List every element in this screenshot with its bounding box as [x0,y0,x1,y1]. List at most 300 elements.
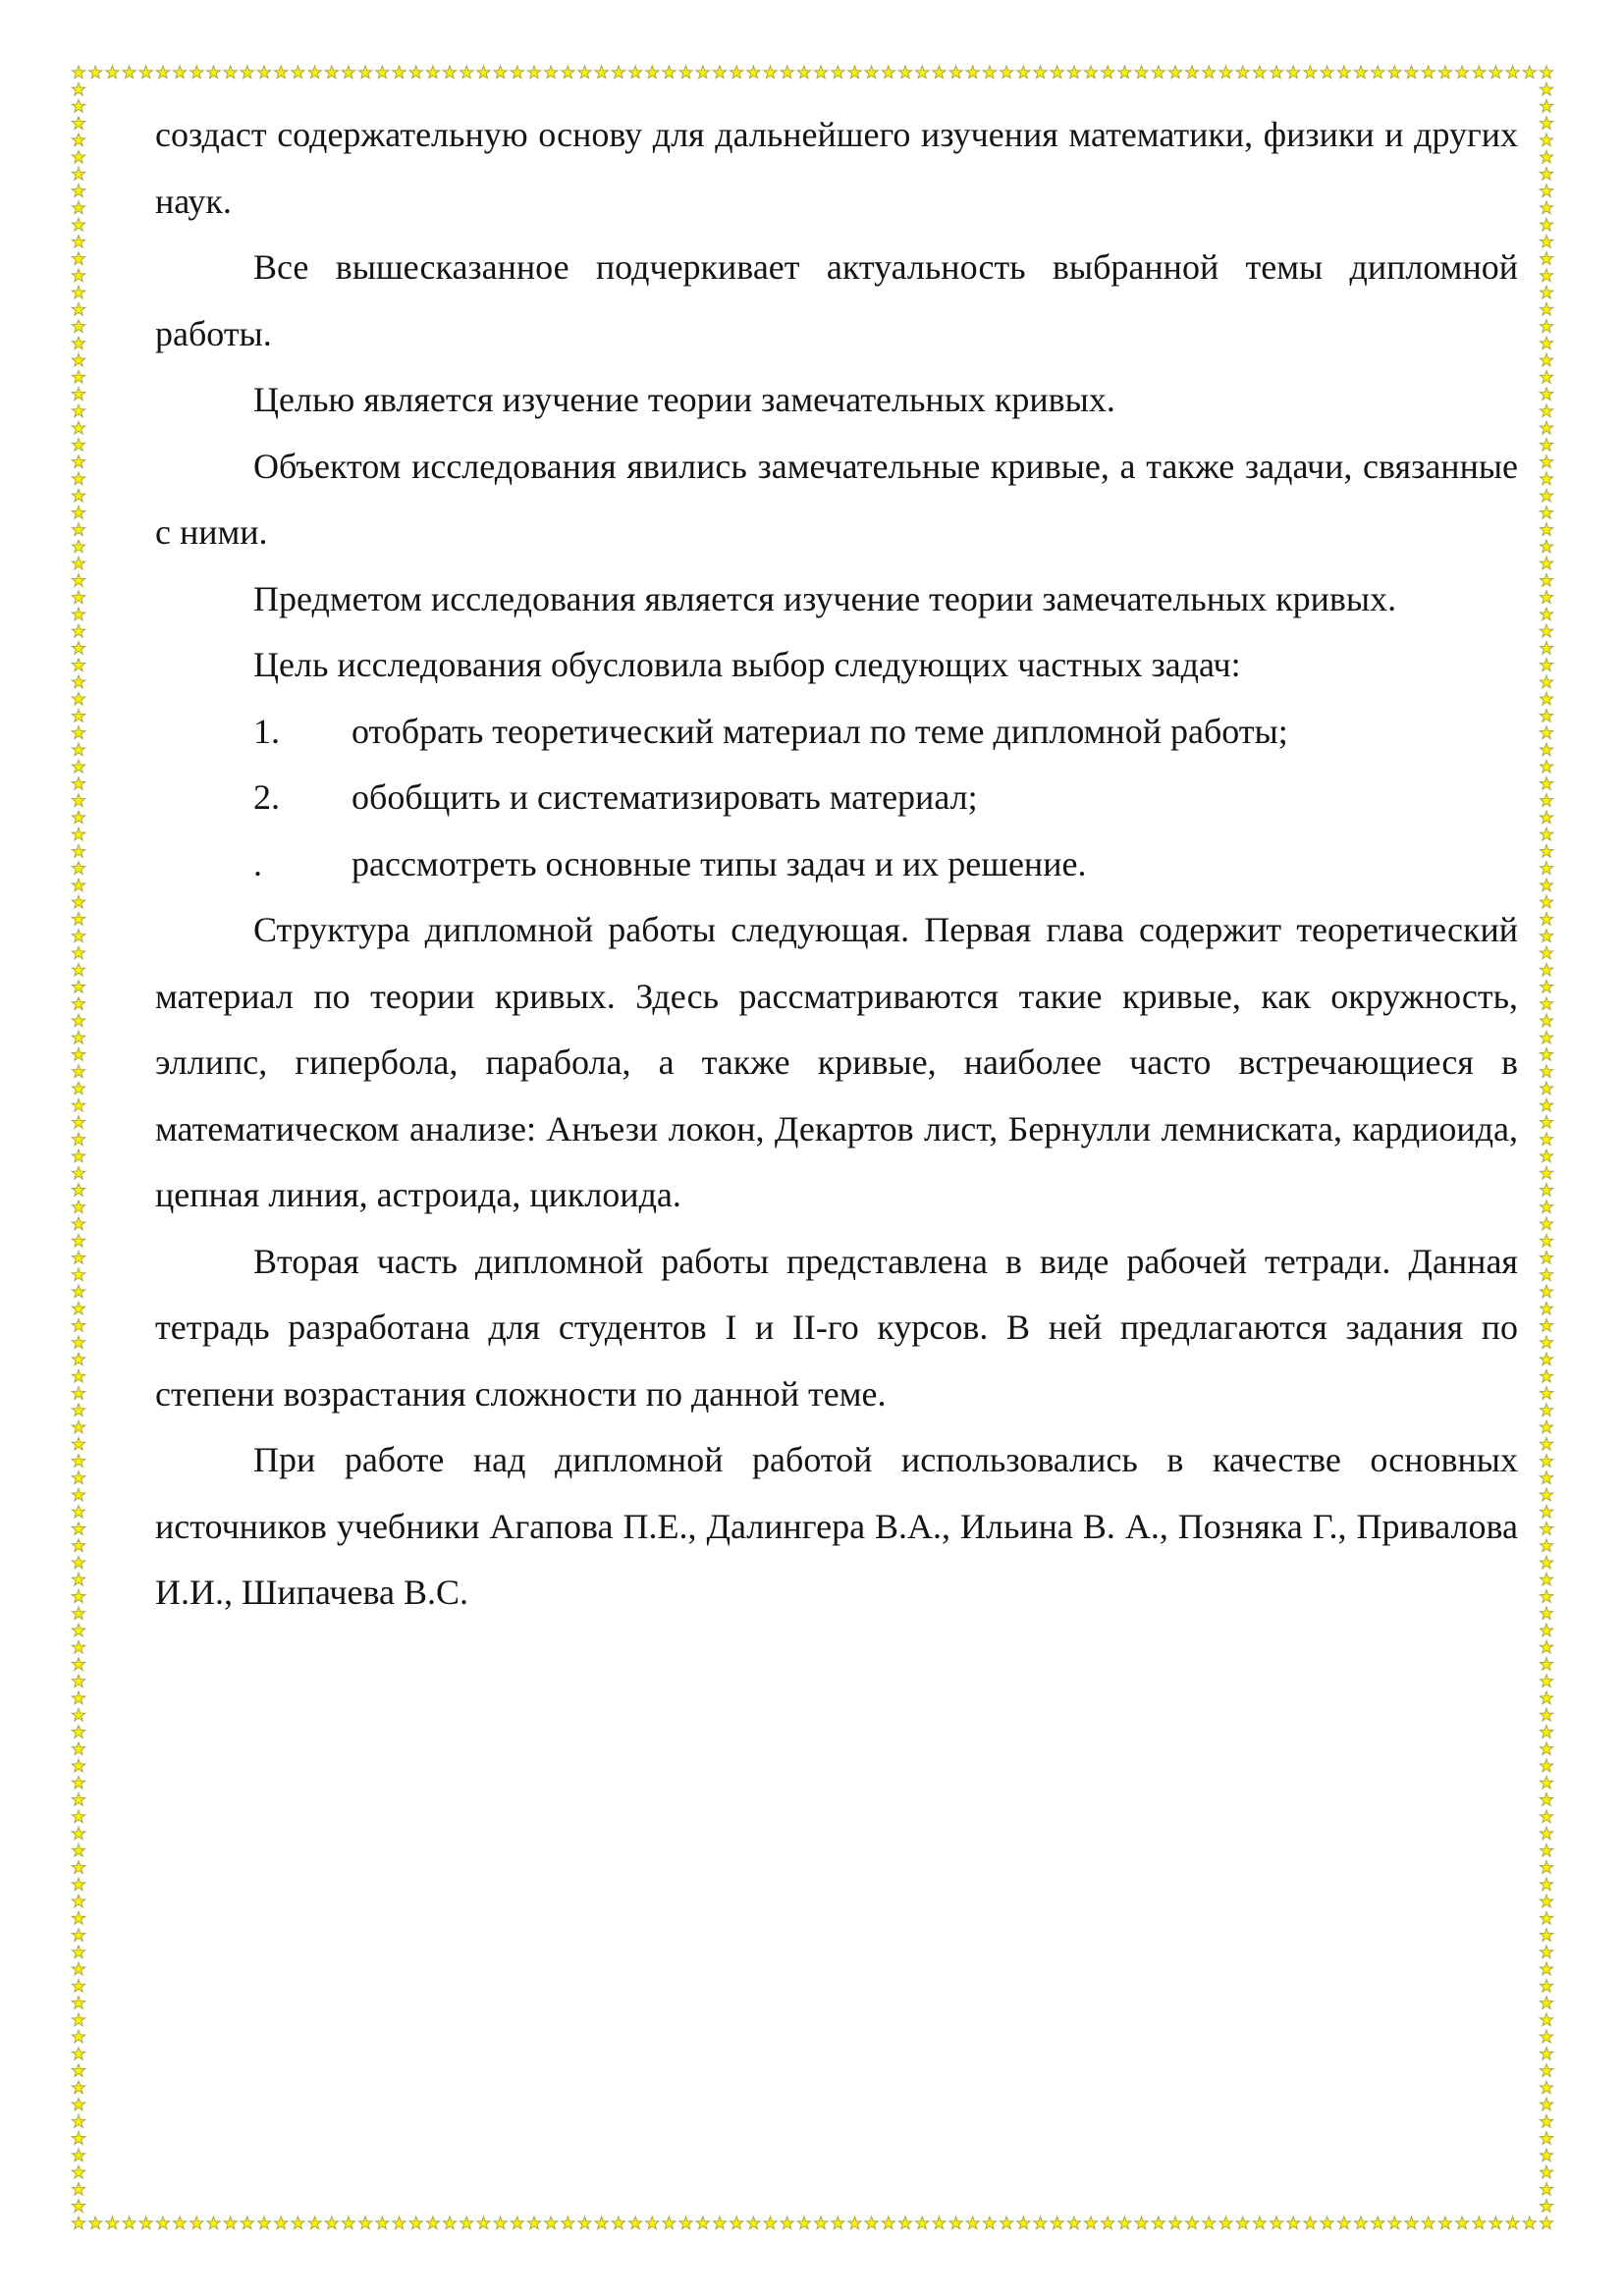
star-icon [72,1133,84,1146]
star-icon [1540,320,1552,333]
star-icon [106,2216,119,2229]
star-icon [713,2216,726,2229]
star-icon [916,2216,929,2229]
star-icon [1540,1285,1552,1298]
star-icon [1540,1455,1552,1468]
star-icon [72,1048,84,1061]
star-icon [1540,286,1552,298]
star-icon [1337,66,1350,79]
star-icon [72,1217,84,1230]
star-icon [72,1336,84,1349]
star-icon [781,66,793,79]
star-icon [1540,997,1552,1010]
star-icon [1168,2216,1181,2229]
star-icon [72,913,84,926]
star-icon [1540,608,1552,620]
star-icon [1540,659,1552,671]
document-body [155,102,1518,1627]
star-icon [72,1912,84,1925]
star-icon [72,1184,84,1197]
star-icon [1540,895,1552,908]
star-icon [1540,1082,1552,1095]
star-icon [1405,66,1418,79]
star-icon [72,624,84,637]
star-icon [72,236,84,248]
star-icon [393,66,406,79]
star-icon [72,743,84,756]
star-icon [1540,1624,1552,1636]
goal-paragraph: Целью является изучение теории замечательных кривых. [253,380,1115,419]
star-icon [443,66,456,79]
star-icon [376,66,389,79]
star-icon [1540,472,1552,485]
star-icon [562,2216,574,2229]
star-icon [527,2216,540,2229]
star-icon [72,303,84,316]
star-icon [1185,2216,1198,2229]
star-icon [1455,66,1468,79]
star-icon [1540,185,1552,197]
star-icon [1540,455,1552,468]
star-icon [1540,1437,1552,1450]
star-icon [544,2216,557,2229]
star-icon [72,1268,84,1281]
star-icon [1540,642,1552,655]
star-icon [1540,1810,1552,1823]
star-icon [72,1234,84,1247]
star-icon [1540,1590,1552,1603]
star-icon [898,66,911,79]
star-icon [511,66,523,79]
star-icon [1540,201,1552,214]
star-icon [1540,1133,1552,1146]
star-icon [1540,540,1552,553]
star-icon [696,66,709,79]
star-icon [72,930,84,942]
star-icon [1540,388,1552,400]
star-icon [72,862,84,875]
star-icon [1540,1471,1552,1484]
star-icon [1540,1420,1552,1433]
star-icon [1506,66,1519,79]
star-icon [1540,1844,1552,1857]
relevance-paragraph: Все вышесказанное подчеркивает актуальность выбранной темы дипломной работы. [155,247,1518,353]
star-icon [1000,66,1012,79]
star-icon [207,2216,220,2229]
star-icon [409,2216,422,2229]
star-icon [1540,1201,1552,1213]
star-icon [933,66,946,79]
star-icon [1304,66,1317,79]
star-icon [72,117,84,130]
star-icon [1540,1065,1552,1078]
subject-paragraph: Предметом исследования является изучение теории замечательных кривых. [253,578,1397,618]
star-icon [72,1031,84,1043]
star-icon [1236,66,1249,79]
star-icon [1540,1742,1552,1755]
star-icon [1540,489,1552,502]
star-icon [224,2216,237,2229]
star-icon [1118,2216,1131,2229]
star-icon [949,66,962,79]
star-icon [72,1573,84,1585]
star-icon [72,642,84,655]
star-icon [72,1726,84,1738]
star-icon [1540,1980,1552,1993]
star-icon [426,66,439,79]
star-icon [1473,66,1486,79]
star-icon [1540,1353,1552,1365]
star-icon [72,320,84,333]
star-icon [1337,2216,1350,2229]
star-icon [1540,930,1552,942]
star-icon [72,439,84,452]
star-icon [72,2048,84,2060]
star-icon [72,1014,84,1027]
star-icon [72,2081,84,2094]
star-icon [72,1810,84,1823]
star-icon [72,828,84,840]
star-icon [1540,1184,1552,1197]
star-icon [1473,2216,1486,2229]
star-icon [72,337,84,349]
star-icon [72,1827,84,1840]
list-item-text: отобрать теоретический материал по теме дипломной работы; [352,711,1288,751]
star-icon [1540,523,1552,536]
star-icon [156,2216,169,2229]
star-icon [72,201,84,214]
star-icon [257,66,270,79]
star-icon [966,2216,979,2229]
star-icon [1540,1759,1552,1772]
star-icon [72,997,84,1010]
star-icon [1540,404,1552,417]
star-icon [426,2216,439,2229]
star-icon [72,1149,84,1162]
star-icon [72,2216,84,2229]
star-icon [764,66,777,79]
star-icon [527,66,540,79]
star-icon [72,1505,84,1518]
star-icon [72,963,84,976]
star-icon [781,2216,793,2229]
star-icon [797,66,810,79]
star-icon [72,1691,84,1704]
star-icon [72,1319,84,1332]
star-icon [966,66,979,79]
star-icon [1405,2216,1418,2229]
star-icon [72,1166,84,1179]
star-icon [72,286,84,298]
list-item [155,831,1518,898]
star-icon [1540,1895,1552,1907]
star-icon [1540,236,1552,248]
star-icon [1219,66,1232,79]
star-icon [1540,133,1552,146]
star-icon [1084,2216,1097,2229]
star-icon [325,66,338,79]
star-icon [72,1285,84,1298]
star-icon [72,574,84,587]
star-icon [1523,66,1536,79]
star-icon [72,692,84,705]
list-item-text: рассмотреть основные типы задач и их решение. [352,843,1087,883]
star-icon [1034,66,1047,79]
list-item-text: обобщить и систематизировать материал; [352,777,978,817]
star-icon [1540,946,1552,959]
star-icon [72,1658,84,1671]
star-icon [865,2216,878,2229]
star-icon [1540,1827,1552,1840]
star-icon [882,2216,894,2229]
star-icon [696,2216,709,2229]
star-icon [1372,66,1384,79]
star-icon [933,2216,946,2229]
star-icon [1540,743,1552,756]
star-icon [1540,1369,1552,1382]
star-icon [1270,66,1282,79]
star-icon [1540,1488,1552,1501]
star-icon [1540,1149,1552,1162]
star-icon [72,523,84,536]
star-icon [1540,117,1552,130]
star-icon [477,66,490,79]
star-icon [72,1624,84,1636]
star-icon [1540,150,1552,163]
star-icon [72,1640,84,1653]
star-icon [292,2216,304,2229]
star-icon [72,946,84,959]
star-icon [1236,2216,1249,2229]
star-icon [663,66,676,79]
star-icon [747,66,760,79]
star-icon [72,472,84,485]
star-icon [1540,591,1552,604]
star-icon [1540,1031,1552,1043]
star-icon [1489,66,1502,79]
star-icon [72,1252,84,1264]
star-icon [1540,1878,1552,1891]
star-icon [393,2216,406,2229]
star-icon [1540,2013,1552,2026]
star-icon [173,66,186,79]
star-icon [190,2216,203,2229]
star-icon [72,726,84,739]
list-item [155,765,1518,831]
star-icon [72,659,84,671]
star-icon [72,1878,84,1891]
star-icon [1540,1573,1552,1585]
star-icon [72,2098,84,2110]
star-icon [1540,624,1552,637]
star-icon [1135,2216,1148,2229]
list-item-number: 1. [253,711,280,751]
star-icon [1253,2216,1266,2229]
star-icon [72,1455,84,1468]
star-icon [1388,2216,1401,2229]
star-icon [1540,913,1552,926]
star-icon [72,1962,84,1975]
star-icon [72,2200,84,2213]
star-icon [460,2216,473,2229]
star-icon [1540,1861,1552,1874]
star-icon [1540,421,1552,434]
star-icon [612,2216,624,2229]
star-icon [72,1895,84,1907]
star-icon [477,2216,490,2229]
star-icon [173,2216,186,2229]
star-icon [72,507,84,519]
star-icon [72,421,84,434]
star-icon [1540,1691,1552,1704]
star-icon [1540,1252,1552,1264]
star-icon [123,2216,135,2229]
star-icon [1540,574,1552,587]
star-icon [1203,2216,1216,2229]
star-icon [1540,692,1552,705]
star-icon [1540,337,1552,349]
star-icon [1304,2216,1317,2229]
star-icon [646,66,659,79]
star-icon [72,1302,84,1314]
star-icon [1067,2216,1080,2229]
star-icon [72,1539,84,1552]
star-icon [1540,371,1552,384]
star-icon [1000,2216,1012,2229]
star-icon [72,1369,84,1382]
star-icon [72,133,84,146]
star-icon [72,1488,84,1501]
list-item [155,699,1518,766]
star-icon [1540,1302,1552,1314]
star-icon [257,2216,270,2229]
star-icon [1540,675,1552,688]
star-icon [308,66,321,79]
star-icon [1540,1319,1552,1332]
star-icon [72,1844,84,1857]
star-icon [342,66,354,79]
star-icon [72,1471,84,1484]
star-icon [1084,66,1097,79]
star-icon [1438,2216,1451,2229]
star-icon [1540,1268,1552,1281]
star-icon [612,66,624,79]
star-icon [1540,794,1552,807]
star-icon [1455,2216,1468,2229]
star-icon [72,353,84,366]
star-icon [814,2216,827,2229]
star-icon [72,591,84,604]
star-icon [1540,1234,1552,1247]
star-icon [376,2216,389,2229]
star-icon [72,489,84,502]
star-icon [1540,1726,1552,1738]
star-icon [1540,862,1552,875]
star-icon [72,1793,84,1806]
star-icon [1540,845,1552,858]
star-icon [1540,710,1552,722]
star-icon [72,1590,84,1603]
star-icon [72,1708,84,1721]
star-icon [72,150,84,163]
object-paragraph: Объектом исследования явились замечательные кривые, а также задачи, связанные с ними. [155,446,1518,552]
star-icon [72,1065,84,1078]
star-icon [663,2216,676,2229]
star-icon [1489,2216,1502,2229]
star-icon [544,66,557,79]
star-icon [1540,1556,1552,1569]
star-icon [72,1946,84,1958]
star-icon [848,66,861,79]
star-icon [72,2064,84,2077]
star-icon [342,2216,354,2229]
star-icon [72,895,84,908]
star-icon [1540,1387,1552,1400]
star-icon [1540,777,1552,790]
star-icon [1540,2030,1552,2043]
star-icon [1067,66,1080,79]
star-icon [1506,2216,1519,2229]
star-icon [1540,1962,1552,1975]
star-icon [1540,760,1552,773]
star-icon [72,1980,84,1993]
star-icon [848,2216,861,2229]
star-icon [595,66,608,79]
list-item-number: 2. [253,777,280,817]
star-icon [1540,100,1552,113]
star-icon [72,168,84,181]
star-icon [764,2216,777,2229]
star-icon [89,66,102,79]
star-icon [409,66,422,79]
star-icon [1523,2216,1536,2229]
star-icon [1540,811,1552,824]
star-icon [1540,1776,1552,1789]
star-icon [72,2030,84,2043]
star-icon [814,66,827,79]
list-item-number: . [253,843,262,883]
star-icon [1540,1522,1552,1535]
star-icon [1152,2216,1164,2229]
star-icon [983,2216,996,2229]
star-icon [1051,66,1063,79]
star-icon [72,1997,84,2009]
star-icon [1540,1166,1552,1179]
star-icon [1168,66,1181,79]
star-icon [72,675,84,688]
star-icon [1372,2216,1384,2229]
star-icon [1219,2216,1232,2229]
star-icon [190,66,203,79]
star-icon [72,66,84,79]
star-icon [1540,66,1552,79]
star-icon [1051,2216,1063,2229]
star-icon [1540,1929,1552,1942]
star-icon [1540,2149,1552,2162]
star-icon [1540,981,1552,993]
star-icon [72,82,84,95]
star-icon [494,66,507,79]
star-icon [72,1929,84,1942]
star-icon [72,1742,84,1755]
star-icon [72,2165,84,2178]
star-icon [72,1861,84,1874]
star-icon [72,185,84,197]
star-icon [72,557,84,569]
star-icon [1540,879,1552,891]
star-icon [1540,1336,1552,1349]
star-icon [72,1420,84,1433]
